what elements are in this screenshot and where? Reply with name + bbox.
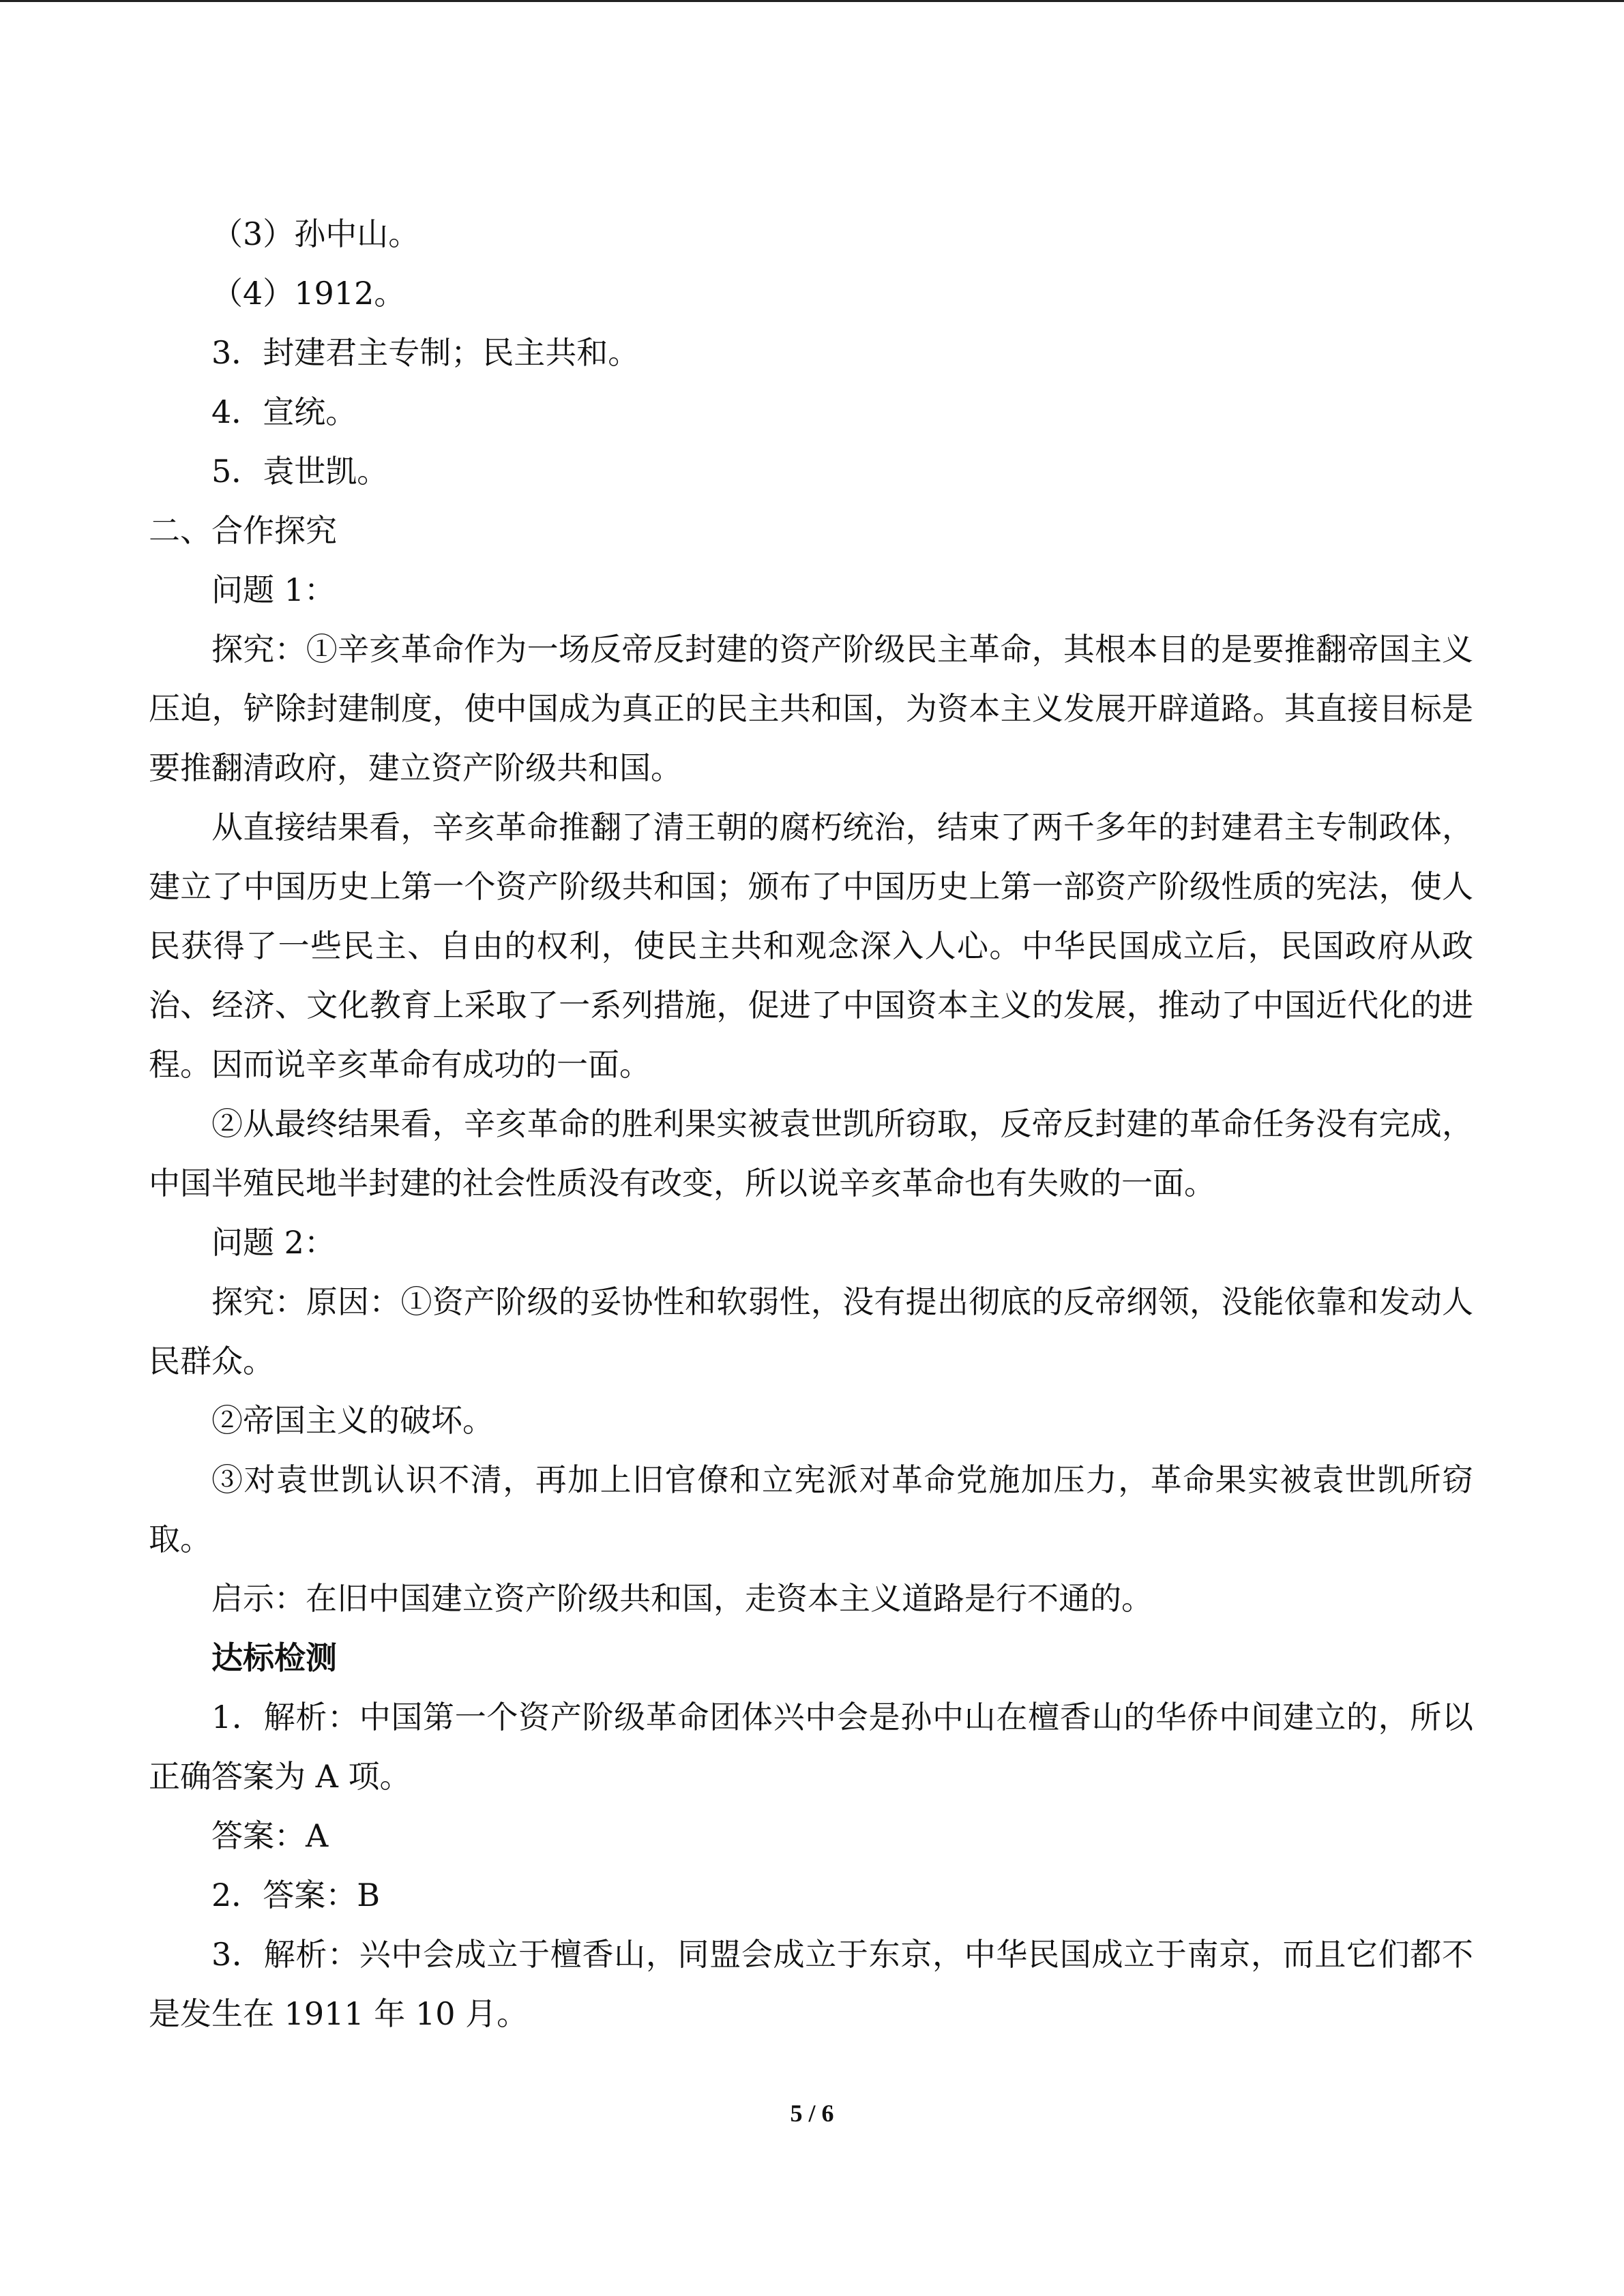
paragraph: 从直接结果看，辛亥革命推翻了清王朝的腐朽统治，结束了两千多年的封建君主专制政体，建立了中国历史上第一个资产阶级共和国；颁布了中国历史上第一部资产阶级性质的宪法，使人民获得了一些民主、自由的权利，使民主共和观念深入人心。中华民国成立后，民国政府从政治、经济、文化教育上采取了一系列措施，促进了中国资本主义的发展，推动了中国近代化的进程。因而说辛亥革命有成功的一面。	[149, 809, 1473, 1083]
paragraph: 1．解析：中国第一个资产阶级革命团体兴中会是孙中山在檀香山的华侨中间建立的，所以正确答案为 A 项。	[149, 1699, 1473, 1795]
paragraph: 3．解析：兴中会成立于檀香山，同盟会成立于东京，中华民国成立于南京，而且它们都不是发生在 1911 年 10 月。	[149, 1936, 1473, 2032]
answer-line: 5．袁世凯。	[211, 453, 389, 490]
question-label: 问题 2：	[211, 1224, 336, 1261]
page-number: 5 / 6	[790, 2100, 834, 2127]
answer-line: （3）孙中山。	[211, 215, 420, 252]
answer-line: 4．宣统。	[211, 393, 357, 430]
question-label: 问题 1：	[211, 571, 336, 608]
paragraph: 启示：在旧中国建立资产阶级共和国，走资本主义道路是行不通的。	[211, 1580, 1153, 1617]
section-heading: 二、合作探究	[149, 512, 337, 549]
document-body	[149, 205, 1473, 2044]
answer-line: 答案：A	[211, 1817, 329, 1854]
paragraph: 探究：原因：①资产阶级的妥协性和软弱性，没有提出彻底的反帝纲领，没能依靠和发动人民群众。	[149, 1283, 1473, 1380]
paragraph: 探究：①辛亥革命作为一场反帝反封建的资产阶级民主革命，其根本目的是要推翻帝国主义压迫，铲除封建制度，使中国成为真正的民主共和国，为资本主义发展开辟道路。其直接目标是要推翻清政府，建立资产阶级共和国。	[149, 631, 1473, 786]
paragraph: ②帝国主义的破坏。	[211, 1402, 494, 1439]
answer-line: 3．封建君主专制；民主共和。	[211, 334, 640, 371]
answer-line: 2．答案：B	[211, 1877, 381, 1913]
paragraph: ③对袁世凯认识不清，再加上旧官僚和立宪派对革命党施加压力，革命果实被袁世凯所窃取。	[149, 1461, 1473, 1557]
section-heading: 达标检测	[211, 1639, 337, 1676]
top-border-line	[0, 0, 1624, 2]
answer-line: （4）1912。	[211, 275, 406, 312]
paragraph: ②从最终结果看，辛亥革命的胜利果实被袁世凯所窃取，反帝反封建的革命任务没有完成，中国半殖民地半封建的社会性质没有改变，所以说辛亥革命也有失败的一面。	[149, 1105, 1473, 1202]
